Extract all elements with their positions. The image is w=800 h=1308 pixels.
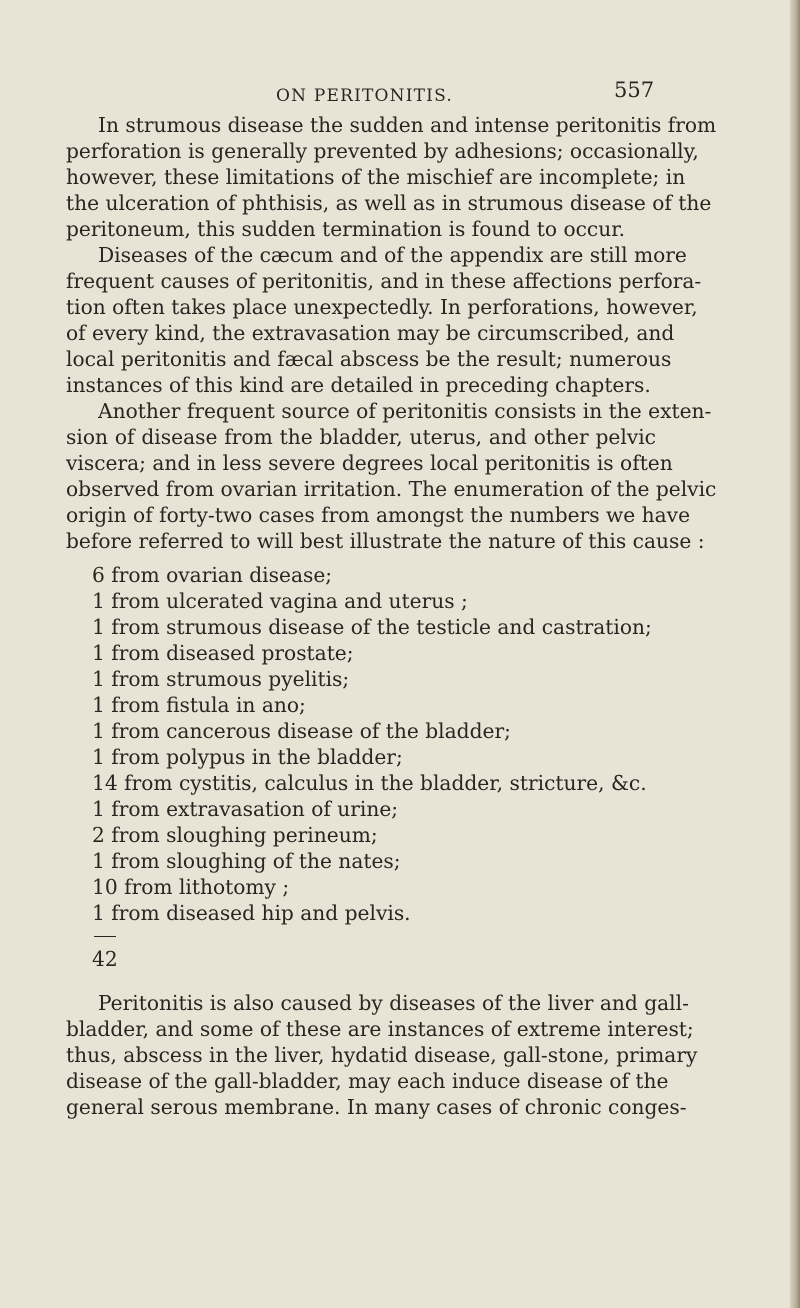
paragraph-caecum	[66, 242, 702, 398]
causes-list	[66, 562, 656, 972]
list-item: 1 from diseased prostate;	[92, 641, 354, 665]
list-item: 1 from cancerous disease of the bladder;	[92, 719, 511, 743]
list-item: 1 from strumous pyelitis;	[92, 667, 350, 691]
list-item: 1 from strumous disease of the testicle and castration;	[92, 615, 652, 639]
list-item: 1 from fistula in ano;	[92, 693, 306, 717]
running-head: ON PERITONITIS.	[276, 86, 453, 106]
text-line: before referred to will best illustrate the nature of this cause :	[66, 529, 705, 553]
text-line: frequent causes of peritonitis, and in these affections perfora-	[66, 269, 702, 293]
list-item: 14 from cystitis, calculus in the bladder, stricture, &c.	[92, 771, 647, 795]
text-line: thus, abscess in the liver, hydatid disease, gall-stone, primary	[66, 1043, 698, 1067]
text-line: In strumous disease the sudden and intense peritonitis from	[98, 113, 717, 137]
text-line: local peritonitis and fæcal abscess be the result; numerous	[66, 347, 672, 371]
text-line: of every kind, the extravasation may be circumscribed, and	[66, 321, 675, 345]
text-line: Diseases of the cæcum and of the appendix are still more	[98, 243, 687, 267]
text-line: the ulceration of phthisis, as well as in strumous disease of the	[66, 191, 712, 215]
paragraph-strumous	[66, 112, 717, 242]
paragraph-liver	[66, 990, 698, 1120]
text-line: disease of the gall-bladder, may each induce disease of the	[66, 1069, 669, 1093]
text-line: however, these limitations of the mischief are incomplete; in	[66, 165, 686, 189]
list-item: 6 from ovarian disease;	[92, 563, 333, 587]
list-item: 10 from lithotomy ;	[92, 875, 290, 899]
text-line: instances of this kind are detailed in preceding chapters.	[66, 373, 651, 397]
list-item: 1 from ulcerated vagina and uterus ;	[92, 589, 468, 613]
text-line: Another frequent source of peritonitis consists in the exten-	[98, 399, 712, 423]
text-line: observed from ovarian irritation. The enumeration of the pelvic	[66, 477, 717, 501]
list-item: 2 from sloughing perineum;	[92, 823, 378, 847]
text-line: Peritonitis is also caused by diseases of the liver and gall-	[98, 991, 689, 1015]
sum-rule	[94, 936, 116, 937]
list-item: 1 from polypus in the bladder;	[92, 745, 403, 769]
list-item: 1 from sloughing of the nates;	[92, 849, 401, 873]
text-line: tion often takes place unexpectedly. In perforations, however,	[66, 295, 698, 319]
paragraph-pelvic	[66, 398, 717, 554]
page-number: 557	[614, 78, 655, 102]
text-line: peritoneum, this sudden termination is found to occur.	[66, 217, 626, 241]
text-line: sion of disease from the bladder, uterus, and other pelvic	[66, 425, 656, 449]
page-header	[0, 78, 800, 108]
text-line: general serous membrane. In many cases of chronic conges-	[66, 1095, 687, 1119]
text-line: viscera; and in less severe degrees local peritonitis is often	[66, 451, 673, 475]
text-line: bladder, and some of these are instances of extreme interest;	[66, 1017, 694, 1041]
list-item: 1 from extravasation of urine;	[92, 797, 399, 821]
body-text	[66, 112, 717, 1120]
text-line: perforation is generally prevented by adhesions; occasionally,	[66, 139, 699, 163]
causes-total: 42	[92, 947, 118, 971]
page-edge	[790, 0, 800, 1308]
text-line: origin of forty-two cases from amongst the numbers we have	[66, 503, 691, 527]
list-item: 1 from diseased hip and pelvis.	[92, 901, 411, 925]
